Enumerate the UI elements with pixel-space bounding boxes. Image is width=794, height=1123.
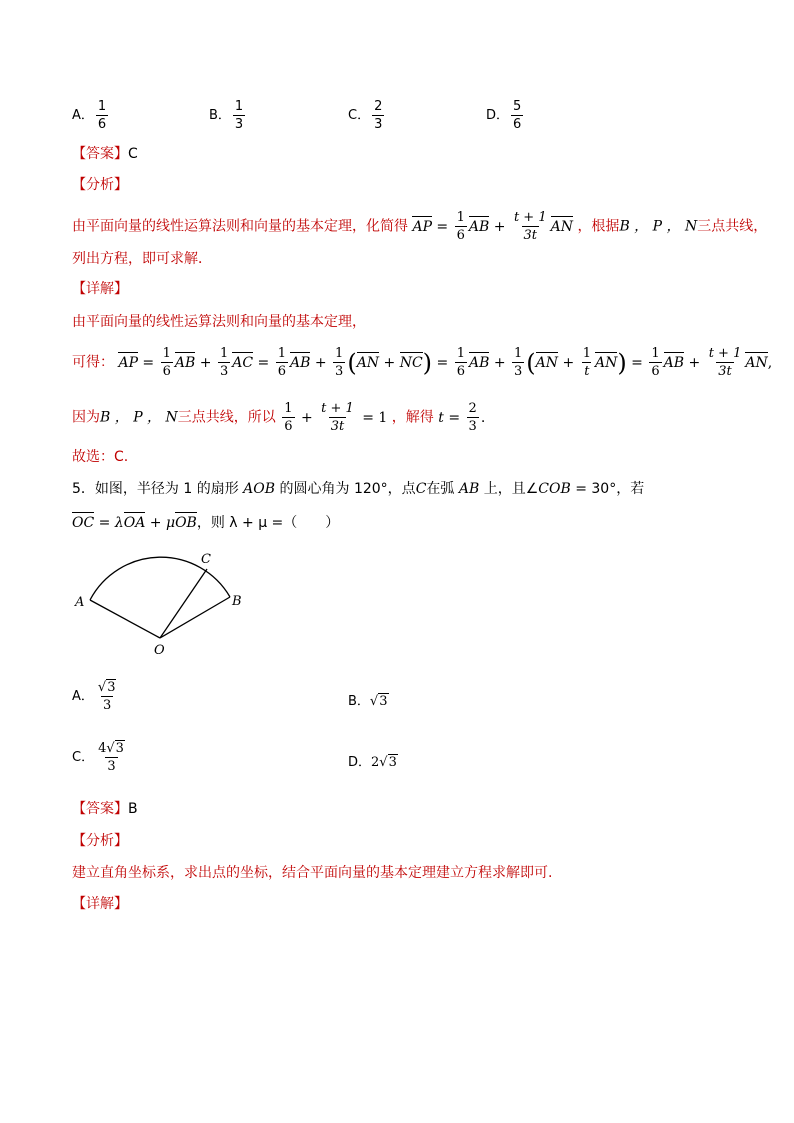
q5-detail-tag: 【详解】 — [72, 896, 128, 912]
q4-analysis-tag: 【分析】 — [72, 177, 128, 193]
label-o: O — [154, 643, 165, 658]
label-b: B — [232, 594, 242, 609]
q4-choose: 故选：C. — [72, 449, 129, 465]
label-a: A — [75, 595, 85, 610]
q4-detail-equation: 可得： AP = $\frac{1}{6}$ AB + $\frac{1}{3}$ AC = $\frac{1}{6}$ AB + $\frac{1}{3}$ (AN + NC) = $\frac{1}{6}$ AB + $\frac{1}{3}$ (AN + $\frac{1}{t}$ AN) = $\frac{1}{6}$ AB + $\frac{t + 1}{3t}$ AN, — [72, 346, 773, 379]
segment-oa — [90, 600, 160, 638]
q5-analysis-tag: 【分析】 — [72, 833, 128, 849]
q5-stem-line2: OC = λOA + μOB，则 λ + μ =（ ） — [72, 515, 340, 531]
option-a-prev: A． $\frac{1}{6}$ — [72, 99, 107, 132]
label-c: C — [201, 552, 211, 567]
q5-analysis-text: 建立直角坐标系，求出点的坐标，结合平面向量的基本定理建立方程求解即可. — [72, 865, 553, 881]
option-b-prev: B． $\frac{1}{3}$ — [209, 99, 244, 132]
q4-detail-line1: 由平面向量的线性运算法则和向量的基本定理， — [72, 314, 366, 330]
q4-analysis-line1: 由平面向量的线性运算法则和向量的基本定理，化简得 AP = $\frac{1}{6}$ AB + $\frac{t + 1}{3t}$ AN ，根据B ， P ， N三点共线， — [72, 210, 768, 243]
q4-analysis-line2: 列出方程，即可求解． — [72, 251, 212, 267]
q5-option-d: D．2√3 — [348, 755, 397, 770]
option-d-prev: D． $\frac{5}{6}$ — [486, 99, 522, 132]
q4-detail-tag: 【详解】 — [72, 281, 128, 297]
segment-oc — [160, 569, 207, 638]
sector-figure — [70, 545, 260, 660]
q5-stem-line1: 5．如图，半径为 1 的扇形 AOB 的圆心角为 120°，点C在弧 AB 上，且∠COB = 30°，若 — [72, 481, 645, 497]
segment-ob — [160, 597, 230, 638]
q4-answer: 【答案】C — [72, 146, 138, 162]
q4-detail-collinear: 因为B ， P ， N三点共线，所以 $\frac{1}{6}$ + $\frac{t + 1}{3t}$ = 1 ，解得 t = $\frac{2}{3}$ . — [72, 401, 486, 434]
q5-option-b: B．√3 — [348, 694, 388, 709]
q5-option-c: C． $\frac{4√3}{3}$ — [72, 741, 124, 774]
q5-answer: 【答案】B — [72, 801, 138, 817]
q5-option-a: A． $\frac{√3}{3}$ — [72, 680, 116, 713]
option-c-prev: C． $\frac{2}{3}$ — [348, 99, 383, 132]
